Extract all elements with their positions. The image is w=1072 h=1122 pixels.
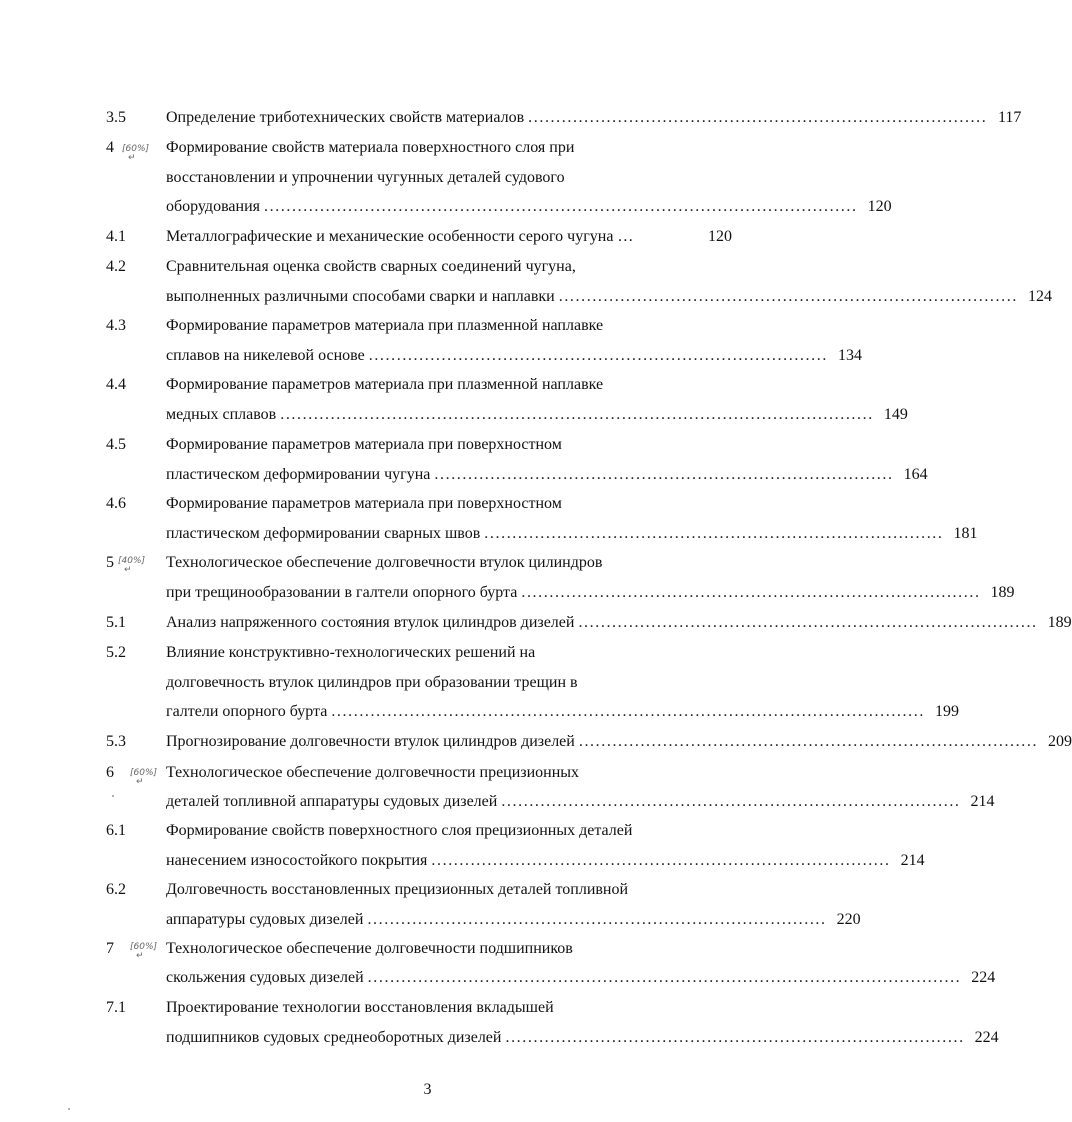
leader-dots: ..........................................................................................................: [280, 406, 874, 423]
section-title: Формирование параметров материала при поверхностном: [166, 436, 562, 453]
page-ref: 224: [974, 1029, 999, 1046]
section-title: Формирование параметров материала при поверхностном: [166, 495, 562, 512]
section-title: при трещинообразовании в галтели опорного бурта: [166, 584, 518, 601]
section-number: 5: [106, 554, 114, 571]
section-number: 4.4: [106, 376, 126, 393]
section-title: деталей топливной аппаратуры судовых дизелей: [166, 793, 498, 810]
section-number: 4: [106, 139, 114, 156]
page-ref: 214: [970, 793, 995, 810]
leader-dots: ..................................................................................: [501, 793, 961, 810]
section-number: 5.2: [106, 644, 126, 661]
section-title: Долговечность восстановленных прецизионных деталей топливной: [166, 881, 629, 898]
section-title: Технологическое обеспечение долговечности прецизионных: [166, 764, 580, 781]
section-title: Сравнительная оценка свойств сварных соединений чугуна,: [166, 258, 576, 275]
section-title: пластическом деформировании чугуна: [166, 466, 431, 483]
section-title: пластическом деформировании сварных швов: [166, 525, 481, 542]
handwritten-annotation: [60%] ↵: [130, 768, 158, 787]
section-title: медных сплавов: [166, 406, 277, 423]
page-ref: 149: [883, 406, 908, 423]
handwritten-annotation: [60%] ↵: [130, 942, 158, 961]
section-number: 3.5: [106, 109, 126, 126]
section-number: 7.1: [106, 999, 126, 1016]
section-title: Формирование свойств материала поверхностного слоя при: [166, 139, 575, 156]
leader-dots: ..................................................................................: [578, 733, 1039, 750]
section-title: долговечность втулок цилиндров при образовании трещин в: [166, 674, 578, 691]
page-ref: 117: [997, 109, 1022, 126]
page-ref: 164: [903, 466, 928, 483]
leader-dots: ..................................................................................: [505, 1029, 965, 1046]
page-ref: 124: [1027, 288, 1052, 305]
section-number: 4.3: [106, 317, 126, 334]
page-ref: 214: [900, 852, 925, 869]
section-title: Влияние конструктивно-технологических решений на: [166, 644, 536, 661]
section-number: 7: [106, 940, 114, 957]
page-ref: 189: [990, 584, 1015, 601]
page-ref: 181: [953, 525, 978, 542]
section-title: выполненных различными способами сварки и наплавки: [166, 288, 555, 305]
handwritten-annotation: [40%] ↵: [118, 556, 146, 575]
leader-dots: [637, 227, 698, 247]
page-ref: 120: [867, 198, 892, 215]
leader-dots: ..................................................................................: [484, 525, 944, 542]
section-title: восстановлении и упрочнении чугунных деталей судового: [166, 169, 565, 186]
leader-dots: ..................................................................................: [528, 109, 988, 126]
section-number: 4.5: [106, 436, 126, 453]
section-title: Формирование свойств поверхностного слоя прецизионных деталей: [166, 822, 633, 839]
section-number: 4.2: [106, 258, 126, 275]
section-title: Металлографические и механические особенности серого чугуна …: [166, 228, 634, 245]
page-ref: 224: [971, 969, 996, 986]
section-title: галтели опорного бурта: [166, 703, 328, 720]
page-ref: 220: [836, 911, 861, 928]
page-ref: 189: [1047, 614, 1072, 631]
page-number: 3: [423, 1081, 432, 1098]
section-title: подшипников судовых среднеоборотных дизелей: [166, 1029, 502, 1046]
section-number: 4.6: [106, 495, 126, 512]
leader-dots: ..........................................................................................................: [331, 703, 925, 720]
scan-speck: [112, 795, 114, 797]
section-number: 6.1: [106, 822, 126, 839]
leader-dots: ..................................................................................: [558, 288, 1018, 305]
section-title: нанесением износостойкого покрытия: [166, 852, 428, 869]
section-number: 5.1: [106, 614, 126, 631]
section-number: 5.3: [106, 733, 126, 750]
section-title: Проектирование технологии восстановления вкладышей: [166, 999, 554, 1016]
leader-dots: ..........................................................................................................: [264, 198, 858, 215]
leader-dots: ..................................................................................: [434, 466, 894, 483]
page-ref: 120: [708, 228, 732, 245]
section-title: Анализ напряженного состояния втулок цилиндров дизелей: [166, 614, 575, 631]
page-ref: 209: [1048, 733, 1072, 750]
leader-dots: ..................................................................................: [367, 911, 827, 928]
leader-dots: ..........................................................................................................: [367, 969, 962, 986]
leader-dots: ..................................................................................: [521, 584, 981, 601]
section-number: 6.2: [106, 881, 126, 898]
handwritten-annotation: [60%] ↵: [122, 144, 150, 163]
section-title: Формирование параметров материала при плазменной наплавке: [166, 376, 604, 393]
section-title: Прогнозирование долговечности втулок цилиндров дизелей: [166, 733, 575, 750]
section-title: аппаратуры судовых дизелей: [166, 911, 364, 928]
section-title: Технологическое обеспечение долговечности втулок цилиндров: [166, 554, 603, 571]
section-number: 4.1: [106, 228, 126, 245]
section-title: скольжения судовых дизелей: [166, 969, 364, 986]
section-title: оборудования: [166, 198, 260, 215]
section-title: Определение триботехнических свойств материалов: [166, 109, 525, 126]
page-ref: 199: [934, 703, 959, 720]
page-ref: 134: [837, 347, 862, 364]
section-number: 6: [106, 764, 114, 781]
section-title: Формирование параметров материала при плазменной наплавке: [166, 317, 604, 334]
leader-dots: ..................................................................................: [578, 614, 1038, 631]
section-title: Технологическое обеспечение долговечности подшипников: [166, 940, 573, 957]
leader-dots: ..................................................................................: [431, 852, 891, 869]
scan-speck: [68, 1108, 70, 1110]
section-title: сплавов на никелевой основе: [166, 347, 365, 364]
leader-dots: ..................................................................................: [368, 347, 828, 364]
